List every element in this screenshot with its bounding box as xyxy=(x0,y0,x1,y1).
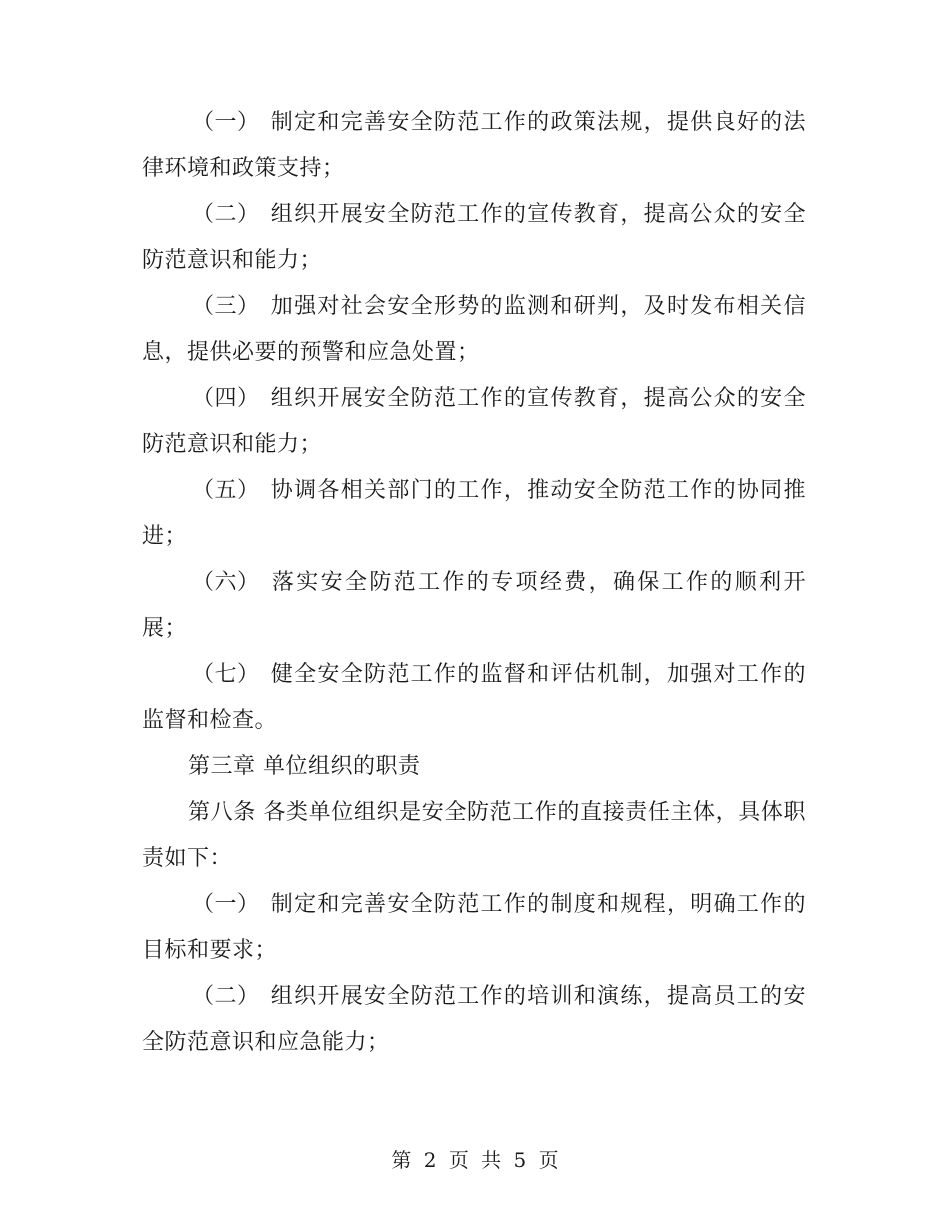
paragraph xyxy=(142,100,806,192)
paragraph xyxy=(142,882,806,974)
paragraph-text: 加强对社会安全形势的监测和研判，及时发布相关信息，提供必要的预警和应急处置； xyxy=(142,294,806,365)
paragraph xyxy=(142,376,806,468)
paragraph xyxy=(142,974,806,1066)
paragraph-text: 制定和完善安全防范工作的制度和规程，明确工作的目标和要求； xyxy=(142,892,806,963)
paragraph-text: 组织开展安全防范工作的宣传教育，提高公众的安全防范意识和能力； xyxy=(142,386,806,457)
paragraph-text: 组织开展安全防范工作的培训和演练，提高员工的安全防范意识和应急能力； xyxy=(142,984,806,1055)
paragraph-text: 落实安全防范工作的专项经费，确保工作的顺利开展； xyxy=(142,570,806,641)
page-footer: 第 2 页 共 5 页 xyxy=(391,1148,559,1172)
paragraph-text: 组织开展安全防范工作的宣传教育，提高公众的安全防范意识和能力； xyxy=(142,202,806,273)
item-marker: （二） xyxy=(192,202,260,227)
article-paragraph xyxy=(142,790,806,882)
item-marker: （四） xyxy=(192,386,260,411)
paragraph-text: 制定和完善安全防范工作的政策法规，提供良好的法律环境和政策支持； xyxy=(142,110,806,181)
chapter-heading xyxy=(142,744,806,790)
item-marker: （三） xyxy=(192,294,260,319)
item-marker: （五） xyxy=(192,478,260,503)
item-marker: （一） xyxy=(192,892,260,917)
item-marker: （七） xyxy=(192,662,260,687)
paragraph-text: 健全安全防范工作的监督和评估机制，加强对工作的监督和检查。 xyxy=(142,662,806,733)
chapter-heading-text: 第三章 单位组织的职责 xyxy=(188,754,421,779)
paragraph xyxy=(142,284,806,376)
item-marker: （一） xyxy=(192,110,260,135)
paragraph-text: 协调各相关部门的工作，推动安全防范工作的协同推进； xyxy=(142,478,806,549)
paragraph xyxy=(142,560,806,652)
item-marker: （二） xyxy=(192,984,260,1009)
paragraph xyxy=(142,468,806,560)
paragraph xyxy=(142,192,806,284)
paragraph-text: 第八条 各类单位组织是安全防范工作的直接责任主体，具体职责如下： xyxy=(142,800,806,871)
body-text xyxy=(142,100,806,1066)
item-marker: （六） xyxy=(192,570,260,595)
paragraph xyxy=(142,652,806,744)
